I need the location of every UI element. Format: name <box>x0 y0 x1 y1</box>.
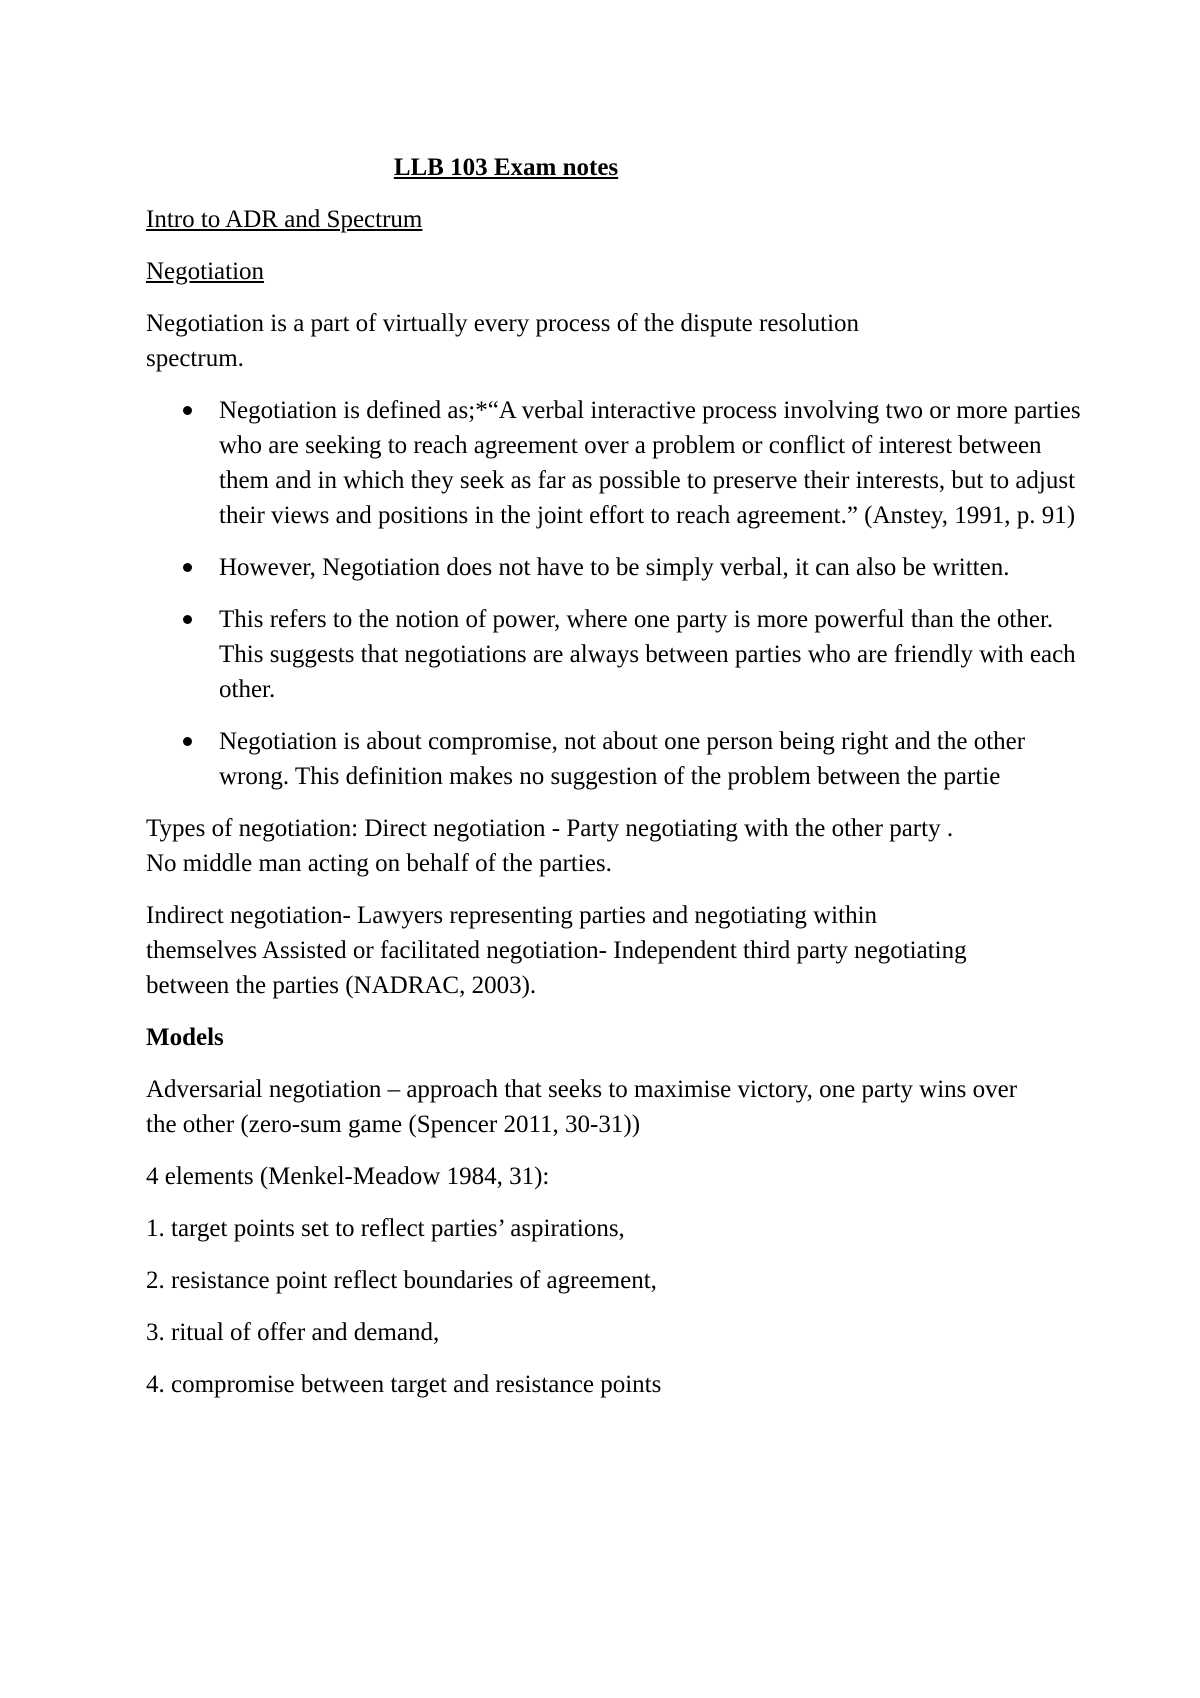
element-item-2: 2. resistance point reflect boundaries of agreement, <box>146 1267 657 1294</box>
bullet-item <box>146 550 1086 585</box>
heading-models: Models <box>146 1024 224 1051</box>
bullet-item <box>146 602 1086 707</box>
element-item-1: 1. target points set to reflect parties’ aspirations, <box>146 1215 625 1242</box>
document-title: LLB 103 Exam notes <box>393 154 619 181</box>
bullet-text: Negotiation is defined as;*“A verbal interactive process involving two or more parties who are seeking to reach agreement over a problem or conflict of interest between them and in which they seek as far as possible to preserve their interests, but to adjust their views and positions in the joint effort to reach agreement.” (Anstey, 1991, p. 91) <box>219 397 1081 529</box>
intro-paragraph: Negotiation is a part of virtually every process of the dispute resolution spectrum. <box>146 310 860 372</box>
bullet-item <box>146 393 1086 533</box>
element-item-4: 4. compromise between target and resistance points <box>146 1371 662 1398</box>
bullet-text: This refers to the notion of power, where one party is more powerful than the other. This suggests that negotiations are always between parties who are friendly with each other. <box>219 606 1076 703</box>
elements-intro: 4 elements (Menkel-Meadow 1984, 31): <box>146 1163 550 1190</box>
bullet-text: However, Negotiation does not have to be simply verbal, it can also be written. <box>219 554 1010 581</box>
bullet-item <box>146 724 1086 794</box>
element-item-3: 3. ritual of offer and demand, <box>146 1319 440 1346</box>
bullet-dot-icon <box>183 615 192 624</box>
negotiation-bullet-list <box>146 393 1086 794</box>
bullet-text: Negotiation is about compromise, not about one person being right and the other wrong. This definition makes no suggestion of the problem between the partie <box>219 728 1026 790</box>
indirect-paragraph: Indirect negotiation- Lawyers representing parties and negotiating within themselves Assisted or facilitated negotiation- Independent third party negotiating between the parties (NADRAC, 2003). <box>146 902 967 999</box>
heading-negotiation: Negotiation <box>146 258 265 285</box>
bullet-dot-icon <box>183 406 192 415</box>
bullet-dot-icon <box>183 563 192 572</box>
document-body <box>146 150 1086 1419</box>
types-paragraph: Types of negotiation: Direct negotiation - Party negotiating with the other party . No middle man acting on behalf of the parties. <box>146 815 954 877</box>
heading-intro-adr: Intro to ADR and Spectrum <box>146 206 423 233</box>
bullet-dot-icon <box>183 737 192 746</box>
adversarial-paragraph: Adversarial negotiation – approach that seeks to maximise victory, one party wins over the other (zero-sum game (Spencer 2011, 30-31)) <box>146 1076 1018 1138</box>
